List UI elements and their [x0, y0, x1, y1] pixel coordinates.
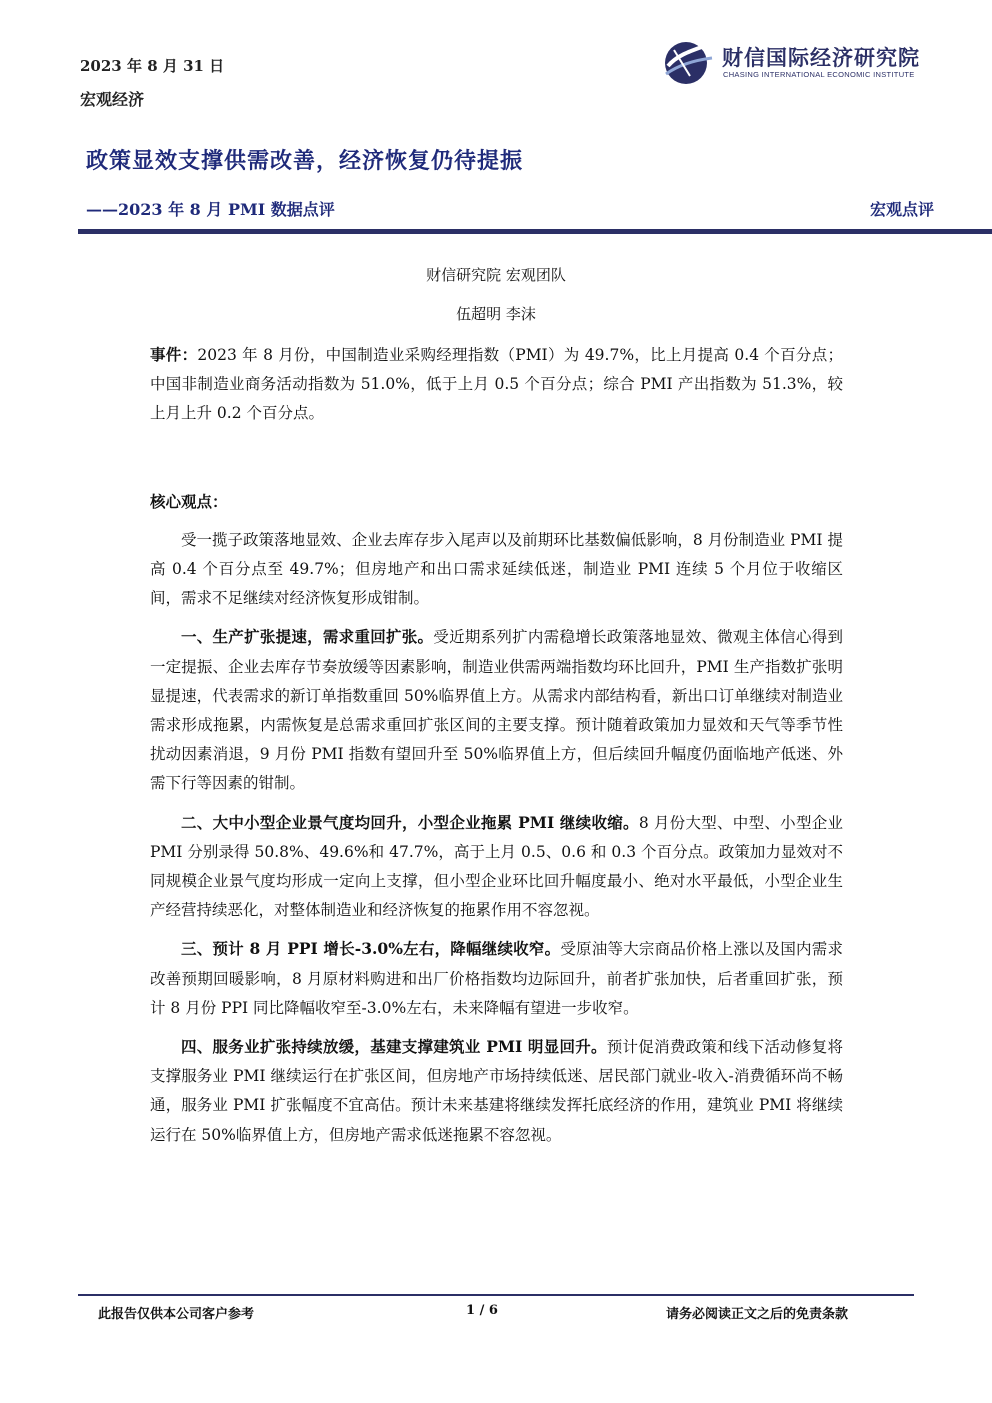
- header-divider: [78, 229, 992, 234]
- logo-chinese-name: 财信国际经济研究院: [722, 46, 920, 70]
- logo-english-name: CHASING INTERNATIONAL ECONOMIC INSTITUTE: [723, 70, 915, 79]
- point-text: 受近期系列扩内需稳增长政策落地显效、微观主体信心得到一定提振、企业去库存节奏放缓等因素影响，制造业供需两端指数均环比回升，PMI 生产指数扩张明显提速，代表需求的新订单指数重回 50%临界值上方。从需求内部结构看，新出口订单继续对制造业需求形成拖累，内需恢复是总需求重回扩张区间的主要支撑。预计随着政策加力显效和天气等季节性扰动因素消退，9 月份 PMI 指数有望回升至 50%临界值上方，但后续回升幅度仍面临地产低迷、外需下行等因素的钳制。: [150, 628, 843, 793]
- intro-paragraph: 受一揽子政策落地显效、企业去库存步入尾声以及前期环比基数偏低影响，8 月份制造业 PMI 提高 0.4 个百分点至 49.7%；但房地产和出口需求延续低迷，制造业 PMI 连续 5 个月位于收缩区间，需求不足继续对经济恢复形成钳制。: [150, 530, 843, 608]
- point-paragraph: [150, 1032, 843, 1150]
- point-paragraph: [150, 622, 843, 798]
- event-paragraph: [150, 340, 843, 429]
- authors: 伍超明 李沫: [456, 305, 536, 323]
- page-number: 1 / 6: [466, 1303, 498, 1318]
- report-body: [150, 340, 843, 1159]
- institute-logo: [660, 36, 940, 86]
- research-team: 财信研究院 宏观团队: [426, 266, 566, 284]
- point-paragraph: [150, 808, 843, 926]
- report-title: 政策显效支撑供需改善，经济恢复仍待提振: [86, 148, 524, 174]
- core-views-heading: 核心观点：: [150, 491, 228, 511]
- footer-divider: [78, 1294, 914, 1296]
- report-category: 宏观经济: [80, 90, 145, 109]
- point-text: 预计促消费政策和线下活动修复将支撑服务业 PMI 继续运行在扩张区间，但房地产市场持续低迷、居民部门就业-收入-消费循环尚不畅通，服务业 PMI 扩张幅度不宜高估。预计未来基建将继续发挥托底经济的作用，建筑业 PMI 将继续运行在 50%临界值上方，但房地产需求低迷拖累不容忽视。: [150, 1038, 843, 1144]
- point-heading: 四、服务业扩张持续放缓，基建支撑建筑业 PMI 明显回升。: [181, 1037, 607, 1057]
- event-label: 事件：: [150, 345, 198, 364]
- point-heading: 一、生产扩张提速，需求重回扩张。: [181, 627, 434, 647]
- report-subtitle: ——2023 年 8 月 PMI 数据点评: [86, 200, 335, 219]
- footer-disclaimer-note: 请务必阅读正文之后的免责条款: [666, 1307, 849, 1322]
- point-paragraph: [150, 934, 843, 1023]
- report-type-tag: 宏观点评: [869, 200, 934, 219]
- point-text: 受原油等大宗商品价格上涨以及国内需求改善预期回暖影响，8 月原材料购进和出厂价格指数均边际回升，前者扩张加快，后者重回扩张，预计 8 月份 PPI 同比降幅收窄至-3.0%左右，未来降幅有望进一步收窄。: [150, 940, 843, 1017]
- report-date: 2023 年 8 月 31 日: [80, 57, 225, 75]
- point-heading: 三、预计 8 月 PPI 增长-3.0%左右，降幅继续收窄。: [181, 939, 561, 959]
- footer-client-note: 此报告仅供本公司客户参考: [98, 1307, 255, 1322]
- point-heading: 二、大中小型企业景气度均回升，小型企业拖累 PMI 继续收缩。: [181, 812, 639, 832]
- point-text: 8 月份大型、中型、小型企业 PMI 分别录得 50.8%、49.6%和 47.7%，高于上月 0.5、0.6 和 0.3 个百分点。政策加力显效对不同规模企业景气度均形成一定向上支撑，但小型企业环比回升幅度最小、绝对水平最低，小型企业生产经营持续恶化，对整体制造业和经济恢复的拖累作用不容忽视。: [150, 813, 844, 920]
- event-text: 2023 年 8 月份，中国制造业采购经理指数（PMI）为 49.7%，比上月提高 0.4 个百分点；中国非制造业商务活动指数为 51.0%，低于上月 0.5 个百分点；综合 PMI 产出指数为 51.3%，较上月上升 0.2 个百分点。: [150, 346, 843, 423]
- globe-logo-icon: [660, 36, 714, 86]
